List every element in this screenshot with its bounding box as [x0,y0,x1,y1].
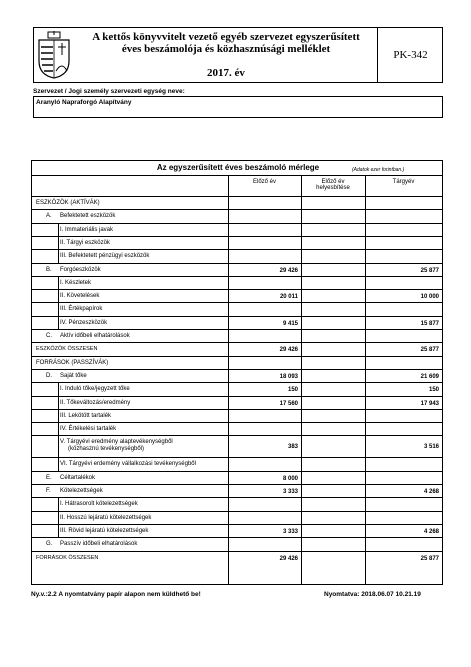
table-row [32,457,442,470]
row-label: IV. Pénzeszközök [60,319,108,326]
row-label: FORRÁSOK (PASSZÍVÁK) [36,359,109,366]
row-code: F. [46,488,51,494]
row-label: II. Követelések [60,293,100,300]
table-row [32,497,442,510]
row-code: D. [46,372,52,379]
table-row [32,196,442,209]
prev-year-value: 17 560 [279,400,298,407]
row-label: II. Hosszú lejáratú kötelezettségek [60,514,152,521]
prev-year-value: 3 333 [282,528,298,535]
org-label: Szervezet / Jogi személy szervezeti egység neve: [33,88,185,95]
row-label: II. Tőkeváltozás/eredmény [60,399,131,406]
curr-year-value: 25 877 [420,347,439,354]
table-row [32,263,442,276]
table-row [32,289,442,302]
prev-year-value: 29 426 [279,267,298,274]
curr-year-value: 25 877 [420,267,439,274]
row-label: I. Készletek [60,279,92,286]
form-header [33,27,443,83]
table-row [32,396,442,409]
row-label-continued: (közhasznú tevékenységből) [68,446,145,453]
prev-year-value: 18 093 [279,373,298,380]
indent-line [58,290,59,303]
table-row [32,382,442,395]
indent-line [58,498,59,511]
table-row [32,236,442,249]
row-label: IV. Értékelési tartalék [60,426,117,433]
prev-year-value: 383 [287,444,298,451]
table-title: Az egyszerűsített éves beszámoló mérlege [156,163,320,172]
title-divider [32,175,442,176]
row-code: B. [46,266,52,273]
col-line-1 [228,175,229,584]
form-title [78,31,374,55]
prev-year-value: 29 426 [279,555,298,562]
print-timestamp: Nyomtatva: 2018.06.07 10.21.19 [324,591,421,598]
indent-line [58,250,59,263]
table-row [32,369,442,382]
row-code: E. [46,474,52,481]
curr-year-value: 10 000 [420,294,439,301]
row-label: ESZKÖZÖK ÖSSZESEN [36,346,98,353]
row-label: Befektetett eszközök [60,213,116,220]
indent-line [58,237,59,250]
balance-sheet-table [31,160,443,585]
row-label: III. Rövid lejáratú kötelezettségek [60,527,149,534]
row-label: Passzív időbeli elhatárolások [60,541,138,548]
row-label: VI. Tárgyévi erdemény vállalkozási tevékenységből [60,461,196,468]
table-row [32,537,442,550]
footer-note: Ny.v.:2.2 A nyomtatvány papír alapon nem küldhető be! [31,591,201,598]
row-code: A. [46,213,52,220]
curr-year-value: 4 268 [423,528,439,535]
row-label: I. Induló tőke/jegyzett tőke [60,386,130,393]
row-label: I. Hátrasorolt kötelezettségek [60,501,138,508]
form-code: PK-342 [393,49,428,61]
curr-year-value: 15 877 [420,320,439,327]
row-code: C. [46,333,52,339]
table-row [32,329,442,342]
table-row [32,316,442,329]
col-header-correction-line-2: helyesbítése [316,185,350,191]
curr-year-value: 4 268 [423,489,439,495]
col-header-correction [301,179,365,191]
table-row [32,524,442,537]
indent-line [58,397,59,410]
table-row [32,276,442,289]
indent-line [58,458,59,471]
row-label: Aktív időbeli elhatárolások [60,333,130,339]
table-row [32,209,442,222]
curr-year-value: 25 877 [420,555,439,562]
row-label: II. Tárgyi eszközök [60,239,110,246]
row-label: ESZKÖZÖK (AKTÍVÁK) [36,200,100,206]
indent-line [58,303,59,316]
table-row [32,409,442,422]
row-label: Forgóeszközök [60,266,101,273]
table-row [32,511,442,524]
table-row [32,249,442,262]
indent-line [58,277,59,290]
form-year: 2017. év [207,67,245,79]
row-label: III. Befektetett pénzügyi eszközök [60,253,150,260]
indent-line [58,512,59,525]
table-row [32,551,442,564]
table-row [32,356,442,369]
col-header-prev: Előző év [252,179,276,185]
indent-line [58,224,59,237]
org-name-field[interactable] [33,96,443,118]
indent-line [58,410,59,423]
col-header-correction-line-1: Előző év [321,179,345,185]
table-row [32,471,442,484]
row-label: Kötelezettségek [60,488,103,494]
indent-line [58,317,59,330]
row-label: I. Immateriális javak [60,226,114,233]
table-row [32,223,442,236]
table-row [32,422,442,435]
row-label: Céltartalékok [60,474,96,481]
curr-year-value: 17 943 [420,400,439,407]
table-row [32,435,442,457]
row-label: FORRÁSOK ÖSSZESEN [36,554,99,561]
indent-line [58,423,59,436]
row-label: V. Tárgyévi eredmény alaptevékenységből [60,439,173,446]
col-line-3 [365,175,366,584]
prev-year-value: 20 011 [279,294,298,301]
table-unit-note: (Adatok ezer forintban.) [352,167,405,173]
curr-year-value: 3 516 [423,444,439,451]
row-label: III. Lekötött tartalék [60,412,112,419]
table-row [32,302,442,315]
col-header-curr: Tárgyév [392,179,415,185]
table-row [32,484,442,497]
indent-line [58,436,59,458]
col-line-2 [301,175,302,584]
indent-line [58,383,59,396]
row-code: G. [46,541,53,548]
row-label: III. Értékpapírok [60,306,103,313]
prev-year-value: 9 415 [282,320,298,327]
prev-year-value: 8 000 [282,475,298,482]
table-row [32,342,442,355]
prev-year-value: 3 333 [282,489,298,495]
form-title-line-1: A kettős könyvvitelt vezető egyéb szervezet egyszerűsített [92,31,360,43]
row-label: Saját tőke [60,372,87,379]
curr-year-value: 21 609 [420,373,439,380]
form-title-line-2: éves beszámolója és közhasznúsági melléklet [121,43,331,55]
prev-year-value: 29 426 [279,347,298,354]
org-name: Aranyló Napraforgó Alapítvány [36,99,132,106]
coat-of-arms-icon [36,31,72,79]
prev-year-value: 150 [287,387,298,394]
curr-year-value: 150 [428,387,439,394]
indent-line [58,525,59,538]
